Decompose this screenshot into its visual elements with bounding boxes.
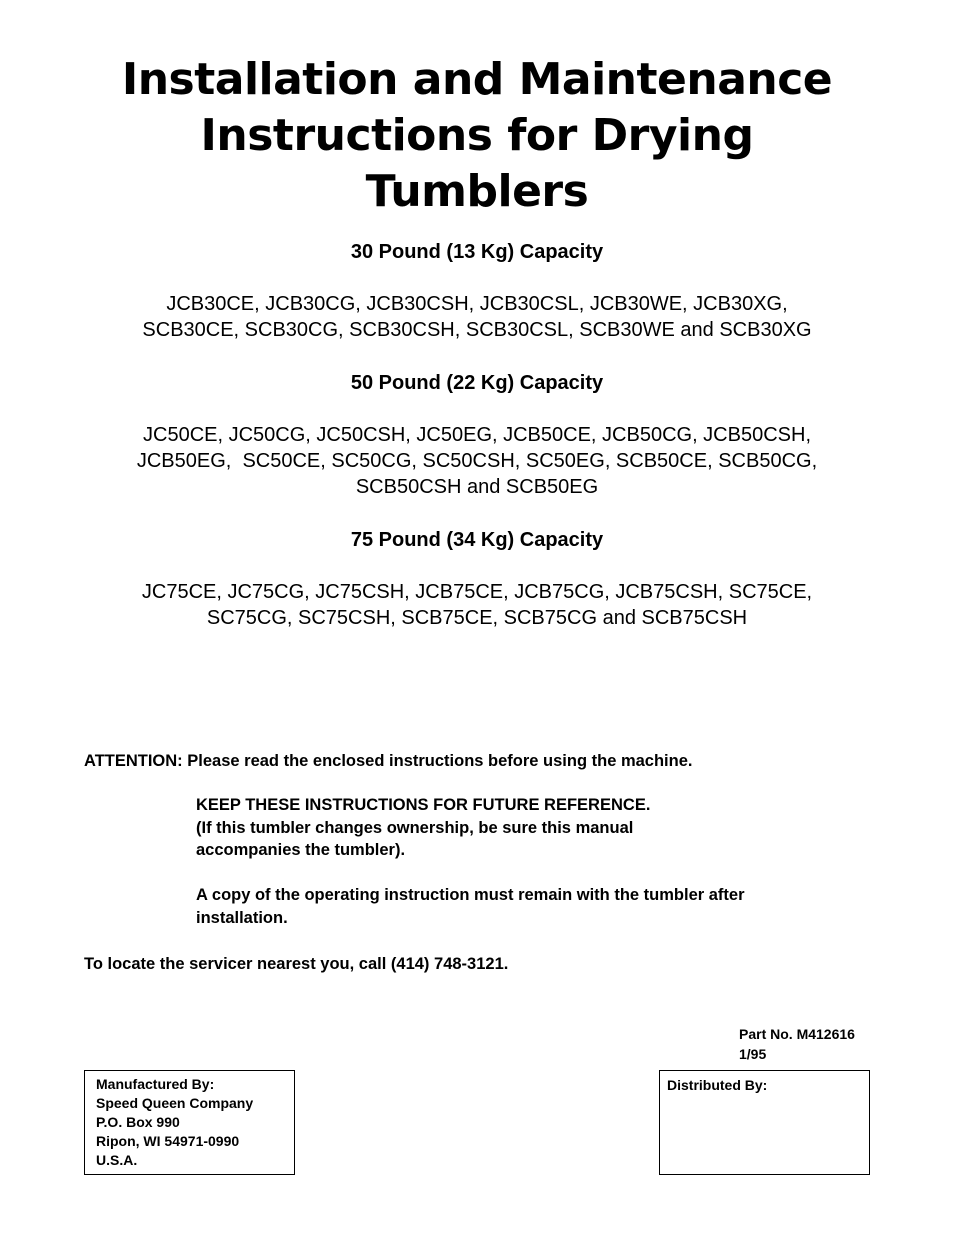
distributor-label: Distributed By: (667, 1077, 768, 1093)
capacity-heading-75: 75 Pound (34 Kg) Capacity (350, 529, 604, 551)
document-title (60, 52, 894, 220)
model-line: JCB30CE, JCB30CG, JCB30CSH, JCB30CSL, JCB30WE, JCB30XG, (166, 293, 788, 315)
manufacturer-po-box: P.O. Box 990 (96, 1114, 180, 1130)
model-line: SCB50CSH and SCB50EG (355, 476, 599, 498)
attention-notice: ATTENTION: Please read the enclosed instructions before using the machine. (84, 752, 693, 770)
keep-instructions-notice (196, 794, 650, 862)
model-line: SCB30CE, SCB30CG, SCB30CSH, SCB30CSL, SCB30WE and SCB30XG (142, 319, 812, 341)
model-line: JCB50EG, SC50CE, SC50CG, SC50CSH, SC50EG, SCB50CE, SCB50CG, (136, 450, 818, 472)
part-number: Part No. M412616 (739, 1026, 855, 1042)
title-line-2: Instructions for Drying (200, 110, 754, 161)
distributor-box (659, 1070, 870, 1175)
manufacturer-label: Manufactured By: (96, 1076, 215, 1092)
notice-line: KEEP THESE INSTRUCTIONS FOR FUTURE REFERENCE. (196, 796, 651, 814)
manufacturer-box (84, 1070, 295, 1175)
manufacturer-country: U.S.A. (96, 1152, 138, 1168)
notice-line: (If this tumbler changes ownership, be sure this manual (196, 818, 634, 837)
part-date: 1/95 (739, 1046, 767, 1062)
manufacturer-city: Ripon, WI 54971-0990 (96, 1133, 240, 1149)
model-list-50 (60, 422, 894, 500)
notice-line: installation. (196, 908, 288, 927)
capacity-heading-30: 30 Pound (13 Kg) Capacity (350, 241, 604, 263)
notice-line: A copy of the operating instruction must remain with the tumbler after (196, 886, 745, 904)
title-line-3: Tumblers (365, 166, 589, 217)
model-line: SC75CG, SC75CSH, SCB75CE, SCB75CG and SCB75CSH (206, 607, 748, 629)
model-list-30 (60, 291, 894, 343)
copy-notice (196, 884, 745, 929)
manufacturer-name: Speed Queen Company (96, 1095, 254, 1111)
notice-line: accompanies the tumbler). (196, 841, 406, 859)
model-line: JC50CE, JC50CG, JC50CSH, JC50EG, JCB50CE, JCB50CG, JCB50CSH, (143, 424, 811, 446)
servicer-notice: To locate the servicer nearest you, call (414) 748-3121. (84, 955, 509, 973)
capacity-heading-50: 50 Pound (22 Kg) Capacity (350, 372, 604, 394)
part-number-block (739, 1024, 855, 1064)
title-line-1: Installation and Maintenance (121, 54, 833, 105)
model-line: JC75CE, JC75CG, JC75CSH, JCB75CE, JCB75CG, JCB75CSH, SC75CE, (141, 581, 813, 603)
model-list-75 (60, 579, 894, 631)
